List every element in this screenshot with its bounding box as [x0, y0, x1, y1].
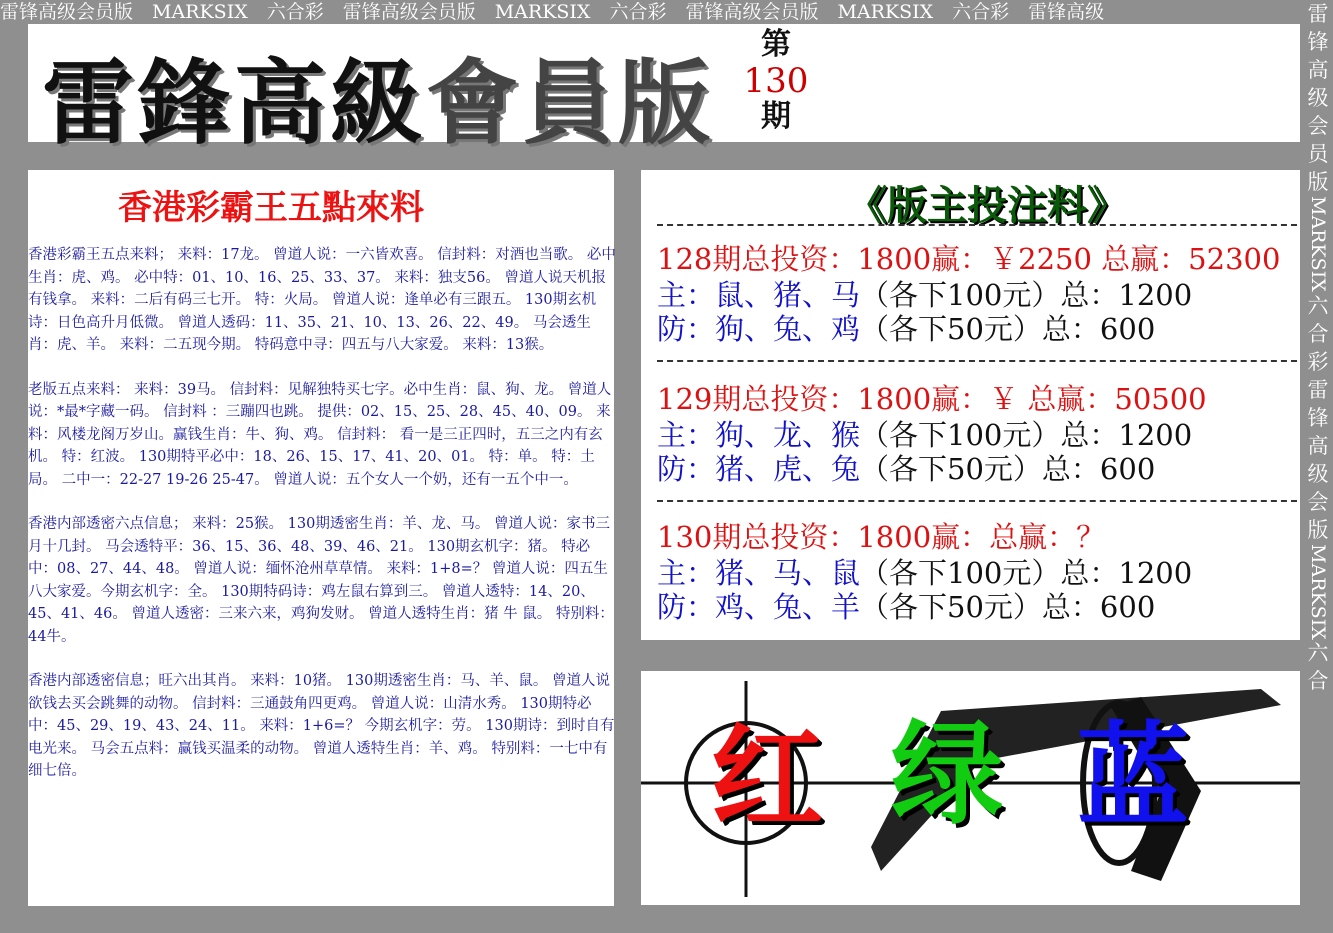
issue-label	[740, 28, 812, 134]
right-banner-char: 雷	[1307, 2, 1329, 26]
def-rest: （各下50元）总：600	[860, 312, 1156, 346]
right-banner-char: 合	[1307, 321, 1329, 346]
betting-panel	[641, 170, 1300, 640]
main-label: 主：	[657, 556, 716, 590]
info-paragraph: 香港内部透密信息；旺六出其肖。 来料：10猪。 130期透密生肖：马、羊、鼠。 曾道人说欲钱去买会跳舞的动物。 信封料：三通鼓角四更鸡。 曾道人说：山清水秀。 130期特必中：45、29、19、43、24、11。 来料：1+6=？ 今期玄机字：劳。 130期诗：到时自有电光来。 马会五点料：赢钱买温柔的动物。 曾道人透特生肖：羊、鸡。 特别料：一七中有细七倍。	[28, 673, 615, 779]
issue-prefix: 第	[761, 27, 791, 62]
main-label: 主：	[657, 278, 716, 312]
left-panel-title: 香港彩霸王五點來料	[118, 188, 424, 228]
issue-number: 130	[743, 61, 809, 101]
right-banner-char: 员	[1307, 142, 1329, 166]
round-summary: 128期总投资：1800赢：￥2250 总赢：52300	[657, 242, 1281, 276]
issue-suffix: 期	[761, 99, 791, 134]
right-banner-char: 版	[1307, 170, 1329, 194]
right-banner-char: 锋	[1307, 405, 1329, 430]
info-paragraph: 香港彩霸王五点来料； 来料：17龙。 曾道人说：一六皆欢喜。 信封料：对酒也当歌。 必中生肖：虎、鸡。 必中特：01、10、16、25、33、37。 来料：独支56。 曾道人说天机报有钱拿。 来料：二后有码三七开。 特：火局。 曾道人说：逢单必有三跟五。 130期玄机诗：日色高升月低微。 曾道人透码：11、35、21、10、13、26、22、49。 马会透生肖：虎、羊。 来料：二五现今期。 特码意中寻：四五与八大家爱。 来料：13猴。	[28, 247, 616, 353]
left-panel-body	[28, 244, 616, 805]
betting-panel-title: 《版主投注料》	[847, 182, 1127, 229]
round-main-bet	[657, 278, 1192, 312]
right-banner	[1303, 0, 1333, 933]
main-animals: 猪、马、鼠	[715, 556, 861, 590]
info-paragraph: 老版五点来料： 来料：39马。 信封料：见解独特买七字。必中生肖：鼠、狗、龙。 曾道人说：*最*字藏一码。 信封料 ：三蹦四也跳。 提供：02、15、25、28、45、40、09。 来料：风楼龙阁万岁山。赢钱生肖：牛、狗、鸡。 信封料： 看一是三正四时，五三之内有玄机。 特：红波。 130期特平必中：18、26、15、17、41、20、01。 特：单。 特：土局。 二中一：22-27 19-26 25-47。 曾道人说：五个女人一个奶，还有一五个中一。	[28, 381, 612, 488]
left-panel	[28, 170, 614, 906]
main-rest: （各下100元）总：1200	[860, 278, 1193, 312]
main-rest: （各下100元）总：1200	[860, 556, 1193, 590]
main-label: 主：	[657, 418, 716, 452]
right-banner-char: 会	[1307, 114, 1329, 138]
right-banner-char: 级	[1307, 86, 1329, 110]
title-black: 雷鋒高級	[42, 50, 427, 157]
def-label: 防：	[657, 590, 716, 624]
def-animals: 猪、虎、兔	[715, 452, 861, 486]
page-title	[42, 30, 714, 162]
right-banner-char: 六	[1307, 293, 1329, 318]
right-banner-char: 高	[1307, 433, 1329, 458]
round-main-bet	[657, 556, 1192, 590]
right-banner-marksix: MARKSIX	[1307, 543, 1329, 640]
def-label: 防：	[657, 312, 716, 346]
divider	[657, 360, 1297, 362]
main-animals: 鼠、猪、马	[715, 278, 861, 312]
right-banner-char: 高	[1307, 58, 1329, 82]
top-banner-text: 雷锋高级会员版 MARKSIX 六合彩 雷锋高级会员版 MARKSIX 六合彩 雷锋高级会员版 MARKSIX 六合彩 雷锋高级	[0, 1, 1105, 23]
title-gray: 會員版	[426, 50, 715, 157]
round-defense-bet	[657, 452, 1155, 486]
blue-word: 蓝	[1077, 712, 1189, 842]
round-defense-bet	[657, 312, 1155, 346]
right-banner-char: 六	[1307, 641, 1329, 666]
header	[28, 24, 1300, 157]
def-animals: 狗、兔、鸡	[715, 312, 861, 346]
round-defense-bet	[657, 590, 1155, 624]
divider	[657, 224, 1297, 226]
top-banner	[0, 0, 1300, 24]
def-rest: （各下50元）总：600	[860, 452, 1156, 486]
right-banner-char: 级	[1307, 461, 1329, 486]
main-rest: （各下100元）总：1200	[860, 418, 1193, 452]
main-animals: 狗、龙、猴	[715, 418, 861, 452]
right-banner-marksix: MARKSIX	[1307, 196, 1329, 292]
red-word: 红	[711, 714, 823, 844]
right-banner-char: 彩	[1307, 349, 1329, 374]
right-banner-char: 会	[1307, 489, 1329, 514]
right-banner-char: 锋	[1307, 30, 1329, 54]
right-banner-char: 版	[1307, 517, 1329, 542]
round-summary: 130期总投资：1800赢：总赢：？	[657, 520, 1106, 554]
color-panel	[641, 671, 1300, 905]
right-banner-char: 雷	[1307, 377, 1329, 402]
def-rest: （各下50元）总：600	[860, 590, 1156, 624]
info-paragraph: 香港内部透密六点信息； 来料：25猴。 130期透密生肖：羊、龙、马。 曾道人说：家书三月十几封。 马会透特平：36、15、36、48、39、46、21。 130期玄机字：猪。 特必中：08、27、44、48。 曾道人说：缅怀沧州草草情。 来料：1+8=？ 曾道人说：四五生八大家爱。今期玄机字：全。 130期特码诗：鸡左鼠右算到三。 曾道人透特：14、20、45、41、46。 曾道人透密：三来六来，鸡狗发财。 曾道人透特生肖：猪 牛 鼠。 特别料：44牛。	[28, 516, 614, 645]
round-summary: 129期总投资：1800赢：￥ 总赢：50500	[657, 382, 1207, 416]
divider	[657, 500, 1297, 502]
round-main-bet	[657, 418, 1192, 452]
right-banner-char: 合	[1307, 669, 1329, 694]
green-word: 绿	[891, 710, 1003, 840]
def-animals: 鸡、兔、羊	[715, 590, 861, 624]
def-label: 防：	[657, 452, 716, 486]
